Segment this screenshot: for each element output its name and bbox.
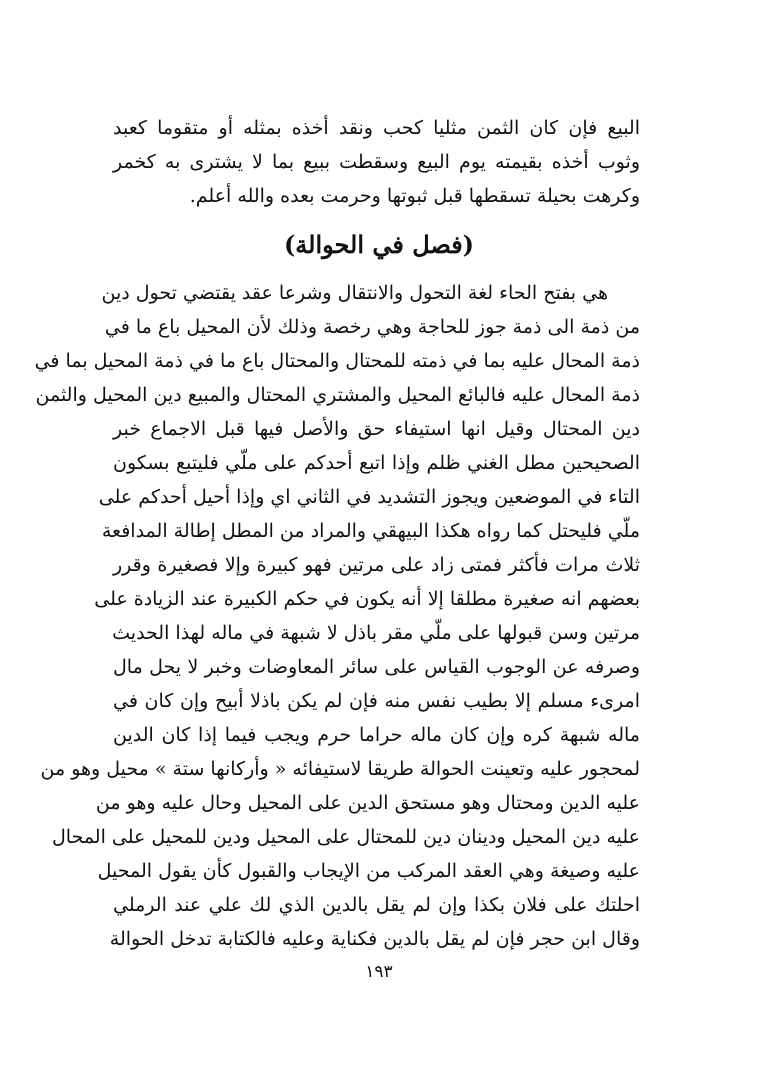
body-line-2: من ذمة الى ذمة جوز للحاجة وهي رخصة وذلك لأن المحيل باع ما في (104, 316, 640, 338)
body-line-3: ذمة المحال عليه بما في ذمته للمحتال والمحتال باع ما في ذمة المحيل بما في (34, 350, 640, 372)
body-line-17: عليه دين المحيل ودينان دين للمحتال على المحيل ودين للمحيل على المحال (51, 826, 640, 848)
intro-line-1: البيع فإن كان الثمن مثليا كحب ونقد أخذه بمثله أو متقوما كعبد (113, 117, 640, 139)
body-line-9: ثلاث مرات فأكثر فمتى زاد على مرتين فهو كبيرة وإلا فصغيرة وقرر (113, 554, 640, 576)
body-line-6: الصحيحين مطل الغني ظلم وإذا اتبع أحدكم على ملّي فليتبع بسكون (113, 452, 640, 474)
body-line-13: امرىء مسلم إلا بطيب نفس منه فإن لم يكن باذلا أبيح وإن كان في (113, 690, 640, 712)
body-line-1: هي بفتح الحاء لغة التحول والانتقال وشرعا عقد يقتضي تحول دين (101, 282, 608, 304)
intro-line-3: وكرهت بحيلة تسقطها قبل ثبوتها وحرمت بعده والله أعلم. (189, 185, 640, 207)
body-line-12: وصرفه عن الوجوب القياس على سائر المعاوضات وخبر لا يحل مال (113, 656, 640, 678)
body-line-8: ملّي فليحتل كما رواه هكذا البيهقي والمراد من المطل إطالة المدافعة (101, 520, 640, 542)
page-number: ١٩٣ (365, 962, 393, 982)
section-heading: (فصل في الحوالة) (283, 230, 475, 259)
body-line-5: دين المحتال وقيل انها استيفاء حق والأصل فيها قبل الاجماع خبر (113, 418, 640, 440)
body-line-15: لمحجور عليه وتعينت الحوالة طريقا لاستيفائه « وأركانها ستة » محيل وهو من (40, 758, 640, 780)
body-line-11: مرتين وسن قبولها على ملّي مقر باذل لا شبهة في ماله لهذا الحديث (112, 622, 640, 644)
body-line-19: احلتك على فلان بكذا وإن لم يقل بالدين الذي لك علي عند الرملي (113, 894, 640, 916)
body-line-14: ماله شبهة كره وإن كان ماله حراما حرم ويجب فيما إذا كان الدين (113, 724, 640, 746)
body-line-16: عليه الدين ومحتال وهو مستحق الدين على المحيل وحال عليه وهو من (95, 792, 640, 814)
body-line-20: وقال ابن حجر فإن لم يقل بالدين فكناية وعليه فالكتابة تدخل الحوالة (109, 928, 640, 950)
intro-line-2: وثوب أخذه بقيمته يوم البيع وسقطت ببيع بما لا يشترى به كخمر (113, 151, 640, 173)
body-line-7: التاء في الموضعين ويجوز التشديد في الثاني اي وإذا أحيل أحدكم على (98, 486, 640, 508)
body-line-4: ذمة المحال عليه فالبائع المحيل والمشتري المحتال والمبيع دين المحيل والثمن (35, 384, 640, 406)
body-line-18: عليه وصيغة وهي العقد المركب من الإيجاب والقبول كأن يقول المحيل (97, 860, 640, 882)
body-line-10: بعضهم انه صغيرة مطلقا إلا أنه يكون في حكم الكبيرة عند الزيادة على (94, 588, 640, 610)
